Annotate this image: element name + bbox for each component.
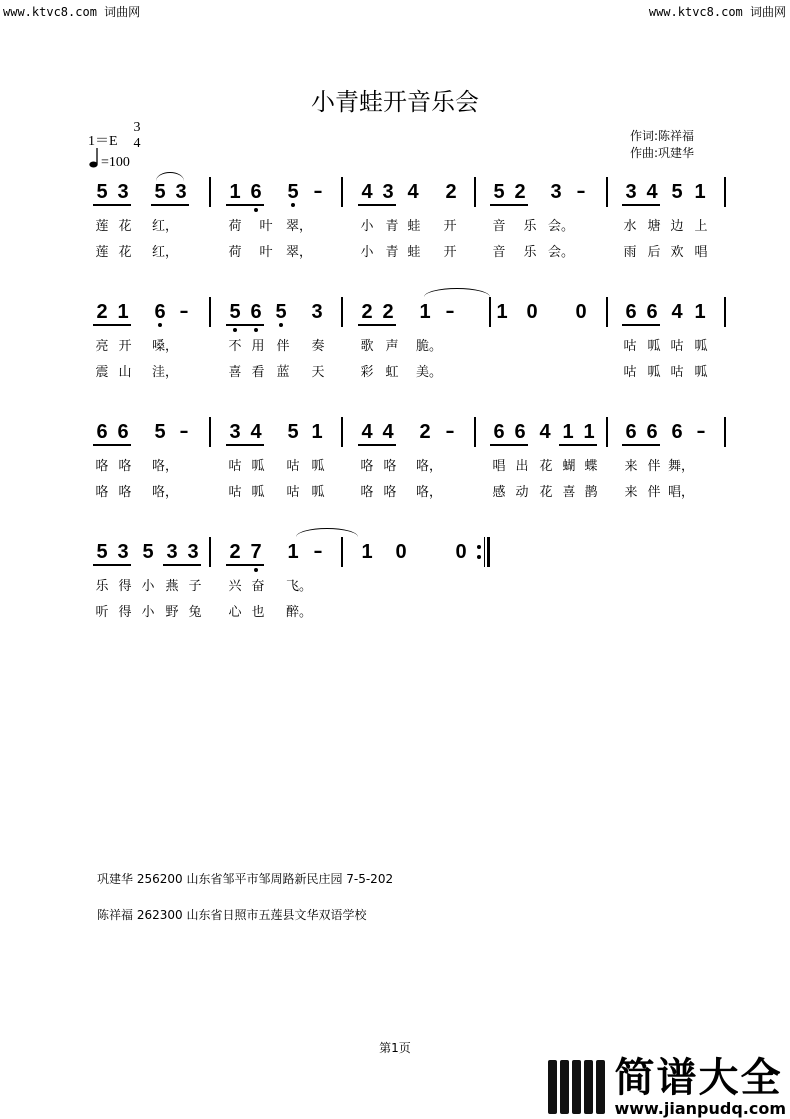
lyric-syllable: 咯 bbox=[383, 459, 397, 474]
composer-credit: 作曲:巩建华 bbox=[630, 146, 695, 160]
lyric-syllable: 虹 bbox=[385, 365, 399, 380]
note: 6 bbox=[514, 421, 526, 443]
lyric-syllable: 不 bbox=[228, 339, 242, 354]
note: 2 bbox=[445, 181, 457, 203]
lyric-syllable: 动 bbox=[515, 485, 529, 500]
bar-line bbox=[209, 537, 211, 567]
site-watermark-right: www.ktvc8.com 词曲网 bbox=[648, 5, 786, 19]
bar-line bbox=[341, 177, 343, 207]
lyric-syllable: 野 bbox=[165, 605, 179, 620]
note: 3 bbox=[166, 541, 178, 563]
note: 5 bbox=[287, 421, 299, 443]
lyric-syllable: 脆。 bbox=[416, 339, 443, 354]
note: 6 bbox=[250, 181, 262, 203]
low-octave-dot bbox=[158, 323, 162, 327]
note: 1 bbox=[496, 301, 508, 323]
lyric-syllable: 开 bbox=[443, 245, 457, 260]
time-signature bbox=[131, 120, 143, 152]
note: 0 bbox=[575, 301, 587, 323]
bar-line bbox=[209, 297, 211, 327]
lyric-syllable: 呱 bbox=[311, 485, 325, 500]
note: 3 bbox=[229, 421, 241, 443]
lyric-syllable: 蓝 bbox=[276, 365, 290, 380]
lyric-syllable: 音 bbox=[492, 219, 506, 234]
lyric-syllable: 嗓， bbox=[152, 339, 179, 354]
lyric-syllable: 荷 bbox=[228, 219, 242, 234]
end-repeat-thick-line bbox=[487, 537, 490, 567]
lyric-syllable: 咯， bbox=[152, 485, 179, 500]
lyric-syllable: 咕 bbox=[286, 459, 300, 474]
site-logo bbox=[548, 1056, 786, 1118]
note: 5 bbox=[96, 181, 108, 203]
note: 1 bbox=[117, 301, 129, 323]
bar-line bbox=[341, 417, 343, 447]
low-octave-dot bbox=[254, 328, 258, 332]
lyric-syllable: 蛙 bbox=[407, 245, 421, 260]
low-octave-dot bbox=[233, 328, 237, 332]
lyric-syllable: 蛙 bbox=[407, 219, 421, 234]
eighth-underline bbox=[226, 444, 264, 446]
note: 4 bbox=[361, 421, 373, 443]
eighth-underline bbox=[559, 444, 597, 446]
note: 4 bbox=[407, 181, 419, 203]
lyric-syllable: 呱 bbox=[647, 365, 661, 380]
note: 0 bbox=[526, 301, 538, 323]
note: 6 bbox=[671, 421, 683, 443]
lyric-syllable: 红， bbox=[152, 245, 179, 260]
lyric-syllable: 莲 bbox=[95, 245, 109, 260]
lyric-syllable: 小 bbox=[141, 605, 155, 620]
lyric-syllable: 荷 bbox=[228, 245, 242, 260]
bar-line bbox=[474, 177, 476, 207]
quarter-note-icon bbox=[88, 147, 100, 169]
note: 1 bbox=[419, 301, 431, 323]
note: 5 bbox=[275, 301, 287, 323]
note: 6 bbox=[646, 421, 658, 443]
eighth-underline bbox=[163, 564, 201, 566]
lyric-syllable: 心 bbox=[228, 605, 242, 620]
lyric-syllable: 翠， bbox=[286, 219, 313, 234]
sustain-dash: – bbox=[179, 421, 189, 442]
note: 6 bbox=[117, 421, 129, 443]
lyric-syllable: 喜 bbox=[562, 485, 576, 500]
bar-line bbox=[606, 417, 608, 447]
lyric-syllable: 红， bbox=[152, 219, 179, 234]
note: 5 bbox=[142, 541, 154, 563]
eighth-underline bbox=[358, 204, 396, 206]
lyric-syllable: 咯 bbox=[95, 459, 109, 474]
note: 3 bbox=[117, 541, 129, 563]
lyric-syllable: 咯 bbox=[360, 485, 374, 500]
eighth-underline bbox=[226, 564, 264, 566]
eighth-underline bbox=[93, 564, 131, 566]
lyric-syllable: 奏 bbox=[311, 339, 325, 354]
note: 4 bbox=[539, 421, 551, 443]
eighth-underline bbox=[490, 204, 528, 206]
logo-url: www.jianpudq.com bbox=[614, 1099, 786, 1118]
note: 5 bbox=[96, 541, 108, 563]
note: 6 bbox=[154, 301, 166, 323]
lyric-syllable: 上 bbox=[694, 219, 708, 234]
note: 6 bbox=[625, 301, 637, 323]
lyric-syllable: 蝶 bbox=[584, 459, 598, 474]
lyric-syllable: 呱 bbox=[311, 459, 325, 474]
lyric-syllable: 乐 bbox=[95, 579, 109, 594]
sustain-dash: – bbox=[313, 181, 323, 202]
time-signature-top: 3 bbox=[133, 120, 141, 135]
lyric-syllable: 山 bbox=[118, 365, 132, 380]
site-watermark-left: www.ktvc8.com 词曲网 bbox=[3, 5, 141, 19]
bar-line bbox=[724, 177, 726, 207]
piano-keys-icon bbox=[548, 1060, 606, 1114]
lyric-syllable: 兔 bbox=[188, 605, 202, 620]
lyric-syllable: 出 bbox=[515, 459, 529, 474]
note: 1 bbox=[562, 421, 574, 443]
key-signature: 1＝E bbox=[88, 134, 118, 149]
lyric-syllable: 开 bbox=[443, 219, 457, 234]
lyric-syllable: 水 bbox=[623, 219, 637, 234]
lyric-syllable: 呱 bbox=[647, 339, 661, 354]
note: 0 bbox=[455, 541, 467, 563]
lyric-syllable: 花 bbox=[118, 245, 132, 260]
page-number: 第1页 bbox=[379, 1041, 411, 1055]
lyric-syllable: 声 bbox=[385, 339, 399, 354]
lyric-syllable: 得 bbox=[118, 579, 132, 594]
note: 2 bbox=[96, 301, 108, 323]
slur-arc bbox=[156, 172, 184, 181]
lyric-syllable: 雨 bbox=[623, 245, 637, 260]
lyric-syllable: 咯 bbox=[118, 459, 132, 474]
bar-line bbox=[489, 297, 491, 327]
note: 6 bbox=[646, 301, 658, 323]
lyric-syllable: 后 bbox=[647, 245, 661, 260]
sustain-dash: – bbox=[179, 301, 189, 322]
note: 0 bbox=[395, 541, 407, 563]
lyric-syllable: 呱 bbox=[694, 339, 708, 354]
lyric-syllable: 花 bbox=[539, 485, 553, 500]
lyric-syllable: 咕 bbox=[228, 459, 242, 474]
note: 2 bbox=[229, 541, 241, 563]
tie-arc bbox=[424, 288, 490, 297]
credit-lyricist-address: 陈祥福 262300 山东省日照市五莲县文华双语学校 bbox=[97, 908, 367, 922]
lyric-syllable: 塘 bbox=[647, 219, 661, 234]
eighth-underline bbox=[622, 324, 660, 326]
bar-line bbox=[341, 297, 343, 327]
bar-line bbox=[209, 177, 211, 207]
repeat-dot bbox=[477, 545, 481, 549]
lyric-syllable: 乐 bbox=[523, 245, 537, 260]
sustain-dash: – bbox=[445, 301, 455, 322]
lyric-syllable: 喜 bbox=[228, 365, 242, 380]
bar-line bbox=[606, 177, 608, 207]
tie-arc bbox=[296, 528, 358, 537]
lyric-syllable: 咯， bbox=[416, 485, 443, 500]
lyric-syllable: 咯 bbox=[118, 485, 132, 500]
bar-line bbox=[209, 417, 211, 447]
lyric-syllable: 开 bbox=[118, 339, 132, 354]
lyric-syllable: 来 bbox=[624, 459, 638, 474]
note: 1 bbox=[229, 181, 241, 203]
bar-line bbox=[724, 417, 726, 447]
lyric-syllable: 呱 bbox=[251, 459, 265, 474]
lyric-syllable: 子 bbox=[188, 579, 202, 594]
note: 7 bbox=[250, 541, 262, 563]
note: 4 bbox=[646, 181, 658, 203]
note: 2 bbox=[361, 301, 373, 323]
lyric-syllable: 会。 bbox=[548, 245, 575, 260]
note: 2 bbox=[382, 301, 394, 323]
eighth-underline bbox=[490, 444, 528, 446]
sustain-dash: – bbox=[576, 181, 586, 202]
note: 3 bbox=[550, 181, 562, 203]
lyric-syllable: 听 bbox=[95, 605, 109, 620]
lyric-syllable: 青 bbox=[385, 245, 399, 260]
song-title: 小青蛙开音乐会 bbox=[311, 88, 479, 116]
end-repeat-thin-line bbox=[484, 537, 485, 567]
note: 5 bbox=[229, 301, 241, 323]
lyric-syllable: 咕 bbox=[228, 485, 242, 500]
lyric-syllable: 飞。 bbox=[286, 579, 313, 594]
sustain-dash: – bbox=[313, 541, 323, 562]
note: 4 bbox=[361, 181, 373, 203]
note: 6 bbox=[493, 421, 505, 443]
lyric-syllable: 伴 bbox=[647, 459, 661, 474]
bar-line bbox=[606, 297, 608, 327]
lyric-syllable: 咕 bbox=[623, 339, 637, 354]
note: 1 bbox=[694, 301, 706, 323]
lyric-syllable: 兴 bbox=[228, 579, 242, 594]
eighth-underline bbox=[622, 444, 660, 446]
bar-line bbox=[474, 417, 476, 447]
note: 3 bbox=[625, 181, 637, 203]
lyric-syllable: 咕 bbox=[286, 485, 300, 500]
note: 2 bbox=[419, 421, 431, 443]
note: 3 bbox=[117, 181, 129, 203]
note: 5 bbox=[287, 181, 299, 203]
eighth-underline bbox=[93, 444, 131, 446]
eighth-underline bbox=[226, 204, 264, 206]
lyric-syllable: 花 bbox=[118, 219, 132, 234]
lyric-syllable: 燕 bbox=[165, 579, 179, 594]
lyric-syllable: 小 bbox=[360, 219, 374, 234]
note: 1 bbox=[361, 541, 373, 563]
lyric-syllable: 歌 bbox=[360, 339, 374, 354]
lyricist-credit: 作词:陈祥福 bbox=[630, 129, 695, 143]
lyric-syllable: 叶 bbox=[259, 245, 273, 260]
lyric-syllable: 美。 bbox=[416, 365, 443, 380]
eighth-underline bbox=[358, 444, 396, 446]
lyric-syllable: 小 bbox=[360, 245, 374, 260]
lyric-syllable: 边 bbox=[670, 219, 684, 234]
lyric-syllable: 洼， bbox=[152, 365, 179, 380]
note: 1 bbox=[694, 181, 706, 203]
note: 3 bbox=[382, 181, 394, 203]
lyric-syllable: 得 bbox=[118, 605, 132, 620]
note: 5 bbox=[671, 181, 683, 203]
time-signature-bottom: 4 bbox=[133, 136, 141, 151]
bar-line bbox=[724, 297, 726, 327]
note: 1 bbox=[287, 541, 299, 563]
lyric-syllable: 看 bbox=[251, 365, 265, 380]
lyric-syllable: 呱 bbox=[694, 365, 708, 380]
note: 3 bbox=[175, 181, 187, 203]
lyric-syllable: 乐 bbox=[523, 219, 537, 234]
lyric-syllable: 咕 bbox=[623, 365, 637, 380]
note: 3 bbox=[311, 301, 323, 323]
eighth-underline bbox=[93, 204, 131, 206]
low-octave-dot bbox=[254, 568, 258, 572]
eighth-underline bbox=[358, 324, 396, 326]
note: 6 bbox=[625, 421, 637, 443]
lyric-syllable: 咯， bbox=[416, 459, 443, 474]
note: 1 bbox=[583, 421, 595, 443]
lyric-syllable: 用 bbox=[251, 339, 265, 354]
credit-composer-address: 巩建华 256200 山东省邹平市邹周路新民庄园 7-5-202 bbox=[97, 872, 394, 886]
eighth-underline bbox=[151, 204, 189, 206]
lyric-syllable: 天 bbox=[311, 365, 325, 380]
lyric-syllable: 鹊 bbox=[584, 485, 598, 500]
lyric-syllable: 翠， bbox=[286, 245, 313, 260]
lyric-syllable: 唱 bbox=[492, 459, 506, 474]
note: 6 bbox=[96, 421, 108, 443]
bar-line bbox=[341, 537, 343, 567]
lyric-syllable: 咯 bbox=[95, 485, 109, 500]
lyric-syllable: 叶 bbox=[259, 219, 273, 234]
lyric-syllable: 莲 bbox=[95, 219, 109, 234]
lyric-syllable: 感 bbox=[492, 485, 506, 500]
tempo-value: =100 bbox=[101, 155, 130, 170]
lyric-syllable: 花 bbox=[539, 459, 553, 474]
logo-title: 简谱大全 bbox=[614, 1055, 783, 1101]
low-octave-dot bbox=[279, 323, 283, 327]
lyric-syllable: 醉。 bbox=[286, 605, 313, 620]
lyric-syllable: 彩 bbox=[360, 365, 374, 380]
lyric-syllable: 亮 bbox=[95, 339, 109, 354]
lyric-syllable: 小 bbox=[141, 579, 155, 594]
lyric-syllable: 青 bbox=[385, 219, 399, 234]
lyric-syllable: 伴 bbox=[647, 485, 661, 500]
lyric-syllable: 来 bbox=[624, 485, 638, 500]
note: 4 bbox=[382, 421, 394, 443]
lyric-syllable: 舞， bbox=[668, 459, 695, 474]
sustain-dash: – bbox=[696, 421, 706, 442]
note: 5 bbox=[154, 181, 166, 203]
lyric-syllable: 蝴 bbox=[562, 459, 576, 474]
eighth-underline bbox=[622, 204, 660, 206]
lyric-syllable: 震 bbox=[95, 365, 109, 380]
note: 2 bbox=[514, 181, 526, 203]
note: 1 bbox=[311, 421, 323, 443]
lyric-syllable: 音 bbox=[492, 245, 506, 260]
lyric-syllable: 唱 bbox=[694, 245, 708, 260]
note: 5 bbox=[154, 421, 166, 443]
low-octave-dot bbox=[254, 208, 258, 212]
lyric-syllable: 咯， bbox=[152, 459, 179, 474]
note: 3 bbox=[187, 541, 199, 563]
note: 4 bbox=[671, 301, 683, 323]
lyric-syllable: 奋 bbox=[251, 579, 265, 594]
lyric-syllable: 欢 bbox=[670, 245, 684, 260]
lyric-syllable: 呱 bbox=[251, 485, 265, 500]
lyric-syllable: 咕 bbox=[670, 365, 684, 380]
note: 4 bbox=[250, 421, 262, 443]
note: 5 bbox=[493, 181, 505, 203]
lyric-syllable: 咯 bbox=[383, 485, 397, 500]
eighth-underline bbox=[93, 324, 131, 326]
lyric-syllable: 伴 bbox=[276, 339, 290, 354]
note: 6 bbox=[250, 301, 262, 323]
lyric-syllable: 咕 bbox=[670, 339, 684, 354]
eighth-underline bbox=[226, 324, 264, 326]
lyric-syllable: 会。 bbox=[548, 219, 575, 234]
lyric-syllable: 也 bbox=[251, 605, 265, 620]
sustain-dash: – bbox=[445, 421, 455, 442]
tempo-marking bbox=[88, 147, 100, 173]
low-octave-dot bbox=[291, 203, 295, 207]
lyric-syllable: 咯 bbox=[360, 459, 374, 474]
lyric-syllable: 唱， bbox=[668, 485, 695, 500]
repeat-dot bbox=[477, 555, 481, 559]
